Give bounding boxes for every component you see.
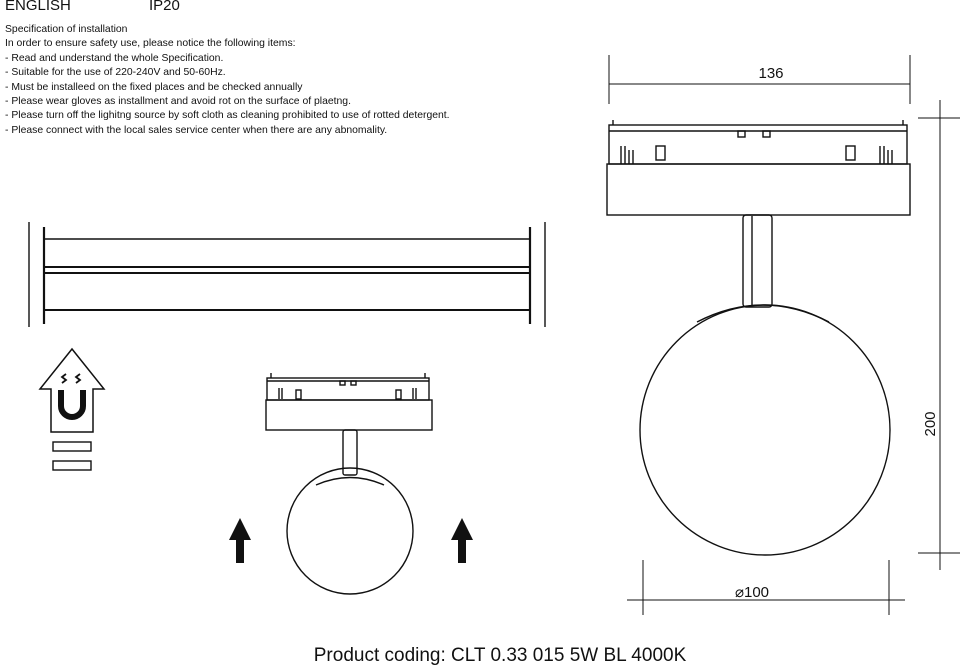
instructions-intro: In order to ensure safety use, please notice the following items:	[5, 38, 296, 50]
ip-rating-label: IP20	[149, 0, 180, 14]
product-coding: Product coding: CLT 0.33 015 5W BL 4000K	[313, 645, 687, 666]
instructions-title: Specification of installation	[5, 24, 128, 35]
instruction-item: - Please connect with the local sales service center when there are any abnomality.	[5, 124, 388, 136]
language-label: ENGLISH	[5, 0, 71, 14]
dimension-diameter-label: ⌀100	[734, 584, 770, 601]
instruction-item: - Please wear gloves as installment and avoid rot on the surface of plaetng.	[5, 96, 351, 108]
dimension-width-label: 136	[758, 65, 784, 82]
instruction-item: - Read and understand the whole Specification.	[5, 52, 224, 64]
instruction-item: - Please turn off the lighitng source by soft cloth as cleaning prohibited to use of rotted detergent.	[5, 110, 450, 122]
small-luminaire	[266, 373, 432, 594]
track-rail	[29, 222, 545, 327]
magnet-icon	[40, 349, 104, 470]
up-arrow-icon	[229, 518, 251, 563]
large-luminaire	[607, 120, 910, 555]
dimension-height	[918, 100, 960, 570]
up-arrow-icon	[451, 518, 473, 563]
dimension-height-label: 200	[922, 411, 939, 437]
instruction-item: - Suitable for the use of 220-240V and 50-60Hz.	[5, 67, 226, 79]
instruction-item: - Must be installeed on the fixed places and be checked annually	[5, 81, 303, 93]
